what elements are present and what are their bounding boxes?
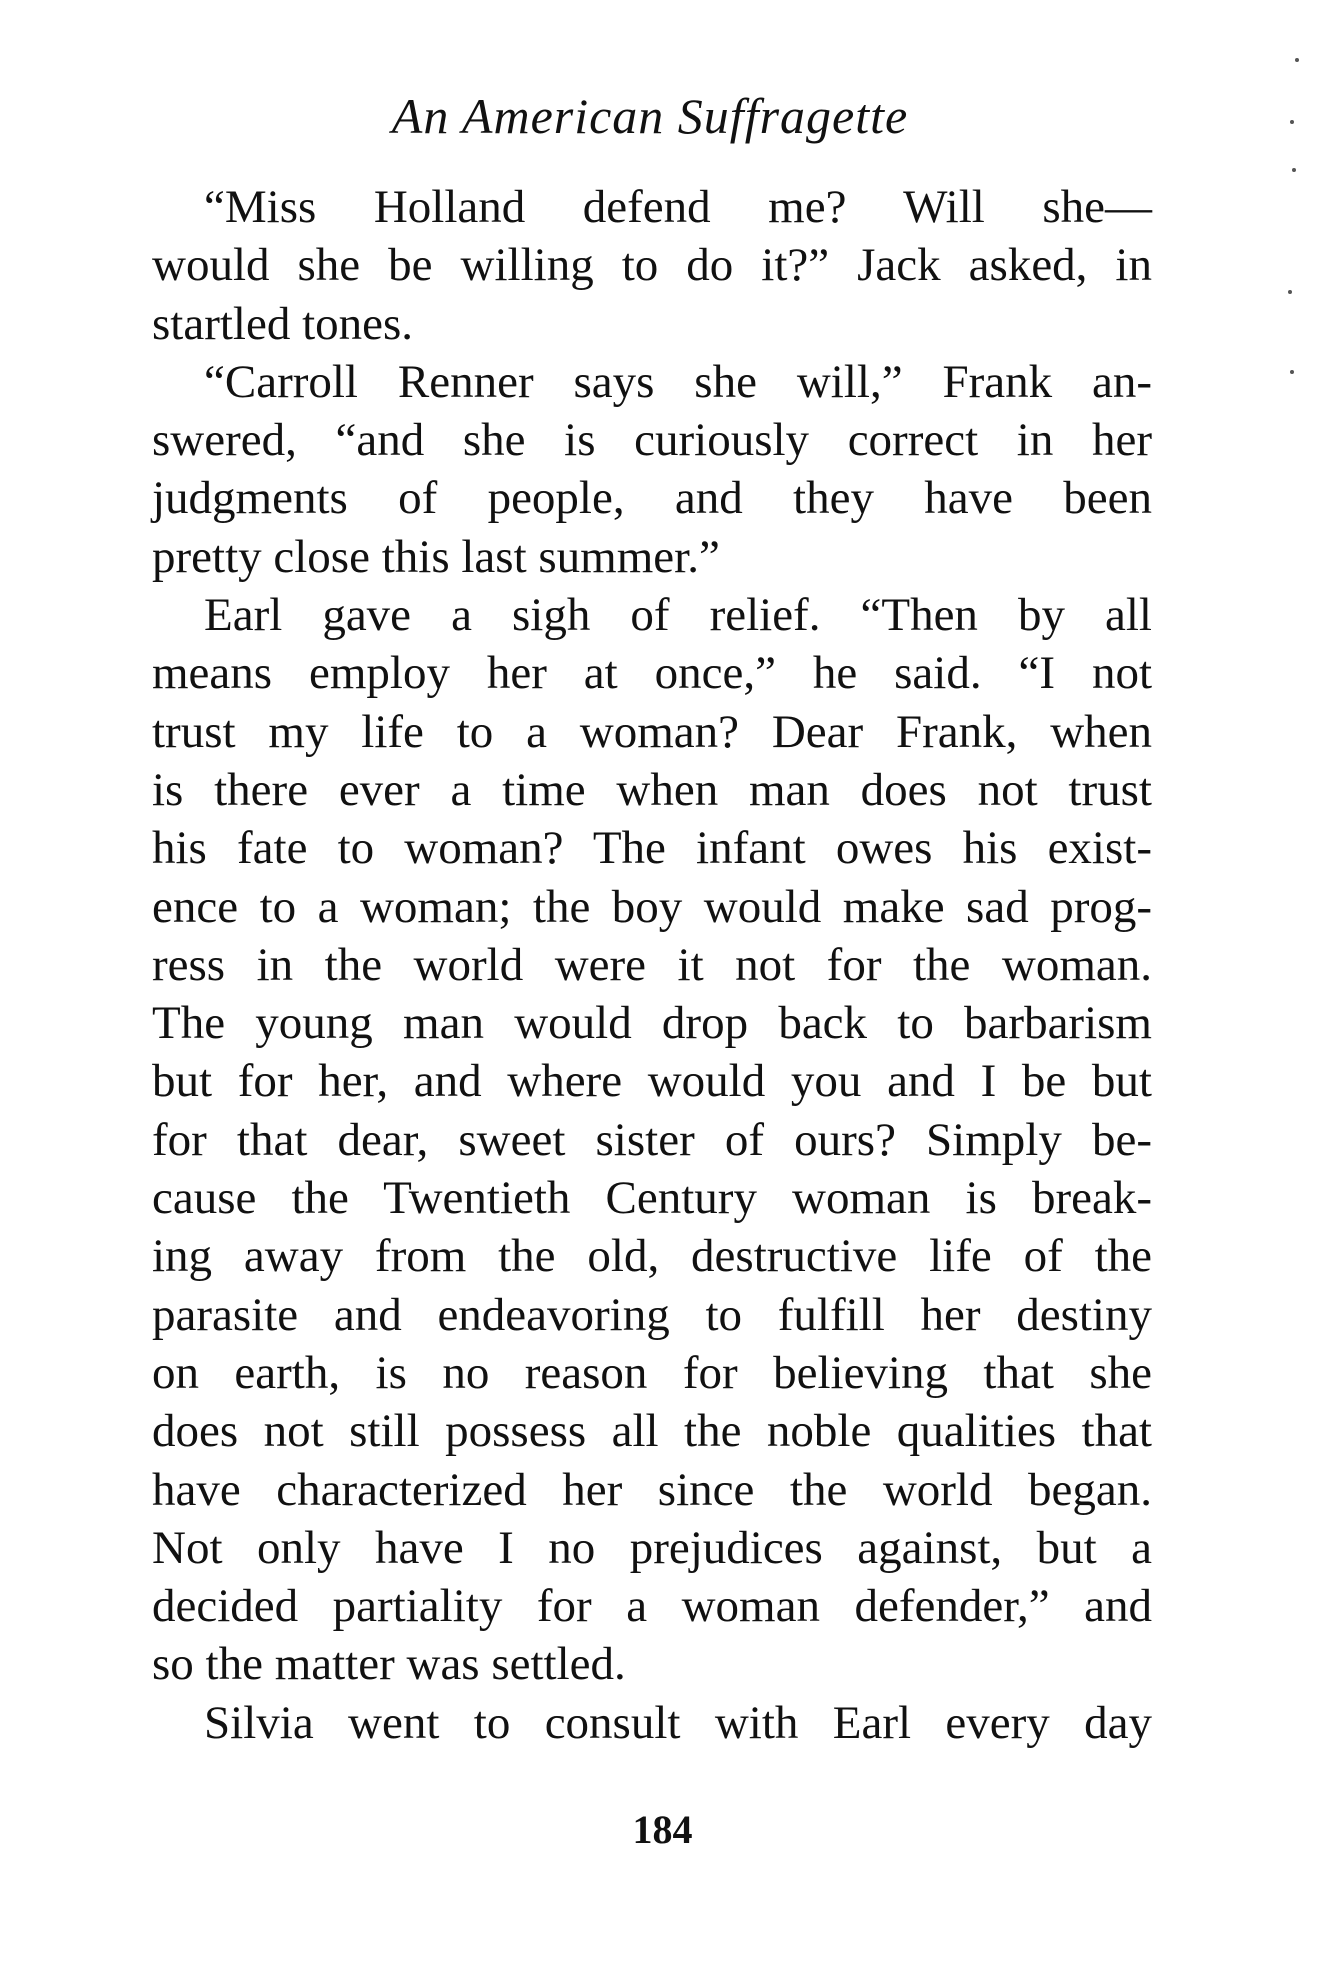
text-line: judgments of people, and they have been <box>152 472 1152 525</box>
text-line: so the matter was settled. <box>152 1638 626 1691</box>
text-line: parasite and endeavoring to fulfill her destiny <box>152 1288 1152 1341</box>
text-line: pretty close this last summer.” <box>152 530 720 583</box>
text-line: on earth, is no reason for believing that she <box>152 1346 1152 1399</box>
text-line: means employ her at once,” he said. “I not <box>152 647 1152 700</box>
text-line: but for her, and where would you and I be but <box>152 1055 1152 1108</box>
text-line: The young man would drop back to barbarism <box>152 997 1152 1050</box>
text-line: startled tones. <box>152 297 414 350</box>
scan-speck <box>1295 58 1299 62</box>
text-line: swered, “and she is curiously correct in her <box>152 414 1152 467</box>
text-line: “Carroll Renner says she will,” Frank an- <box>204 355 1152 408</box>
running-head: An American Suffragette <box>391 88 909 144</box>
text-line: cause the Twentieth Century woman is break- <box>152 1172 1152 1225</box>
text-line: Silvia went to consult with Earl every day <box>204 1696 1152 1749</box>
page-number: 184 <box>632 1807 693 1852</box>
scan-speck <box>1290 120 1294 124</box>
body-text <box>152 178 1152 1752</box>
text-line: is there ever a time when man does not trust <box>152 763 1152 816</box>
text-line: for that dear, sweet sister of ours? Simply be- <box>152 1113 1152 1166</box>
text-line: Earl gave a sigh of relief. “Then by all <box>204 589 1152 642</box>
text-line: does not still possess all the noble qualities that <box>152 1405 1152 1458</box>
text-line: Not only have I no prejudices against, but a <box>152 1521 1152 1574</box>
scan-speck <box>1288 290 1292 294</box>
text-line: ence to a woman; the boy would make sad prog- <box>152 880 1152 933</box>
scan-speck <box>1292 168 1296 172</box>
text-line: “Miss Holland defend me? Will she— <box>204 181 1152 233</box>
text-line: have characterized her since the world began. <box>152 1463 1152 1516</box>
text-line: ress in the world were it not for the woman. <box>152 938 1152 991</box>
text-line: decided partiality for a woman defender,” and <box>152 1580 1152 1633</box>
text-line: ing away from the old, destructive life of the <box>152 1230 1152 1283</box>
scan-speck <box>1290 370 1294 374</box>
text-line: trust my life to a woman? Dear Frank, when <box>152 705 1152 758</box>
text-line: would she be willing to do it?” Jack asked, in <box>152 239 1152 292</box>
text-line: his fate to woman? The infant owes his exist- <box>152 822 1152 875</box>
